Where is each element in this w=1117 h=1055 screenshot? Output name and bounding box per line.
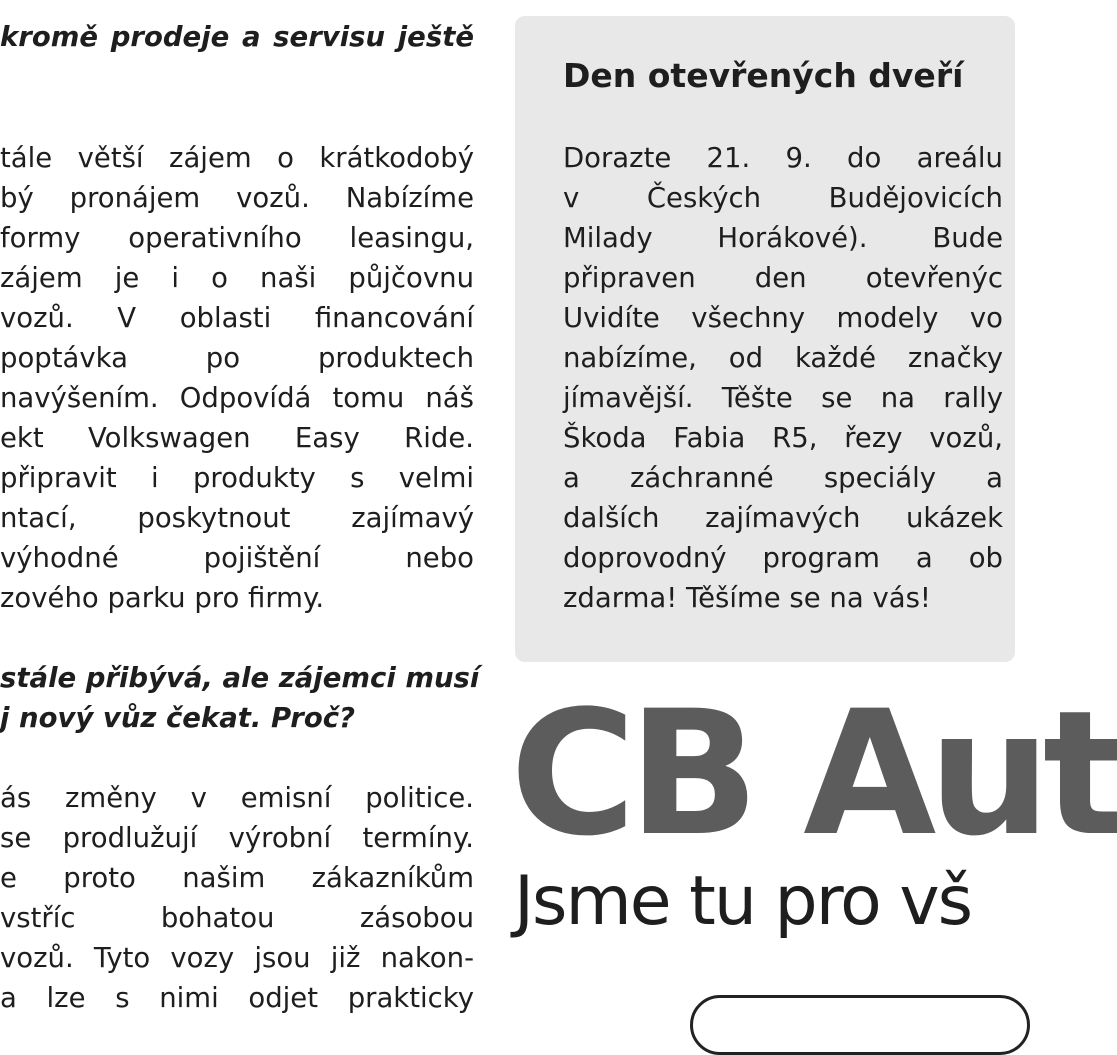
event-text-line: jímavější. Těšte se na rally xyxy=(563,382,1003,414)
event-text-line: doprovodný program a ob xyxy=(563,542,1003,574)
event-text-line: zdarma! Těšíme se na vás! xyxy=(563,582,931,614)
question-heading-1: kromě prodeje a servisu ještě xyxy=(0,21,474,53)
event-text-line: Uvidíte všechny modely vo xyxy=(563,302,1003,334)
article-text-line: zájem je i o naši půjčovnu xyxy=(0,262,474,294)
event-text-line: dalších zajímavých ukázek xyxy=(563,502,1003,534)
article-text-line: formy operativního leasingu, xyxy=(0,222,474,254)
article-text-line: připravit i produkty s velmi xyxy=(0,462,474,494)
article-text-line: ekt Volkswagen Easy Ride. xyxy=(0,422,474,454)
article-text-line: zového parku pro firmy. xyxy=(0,582,325,614)
article-text-line: a lze s nimi odjet prakticky xyxy=(0,982,474,1014)
article-text-line: výhodné pojištění nebo xyxy=(0,542,474,574)
brand-slogan: Jsme tu pro vš xyxy=(514,862,972,941)
article-text-line: vozů. V oblasti financování xyxy=(0,302,474,334)
article-text-line: navýšením. Odpovídá tomu náš xyxy=(0,382,474,414)
question-heading-2: stále přibývá, ale zájemci musí xyxy=(0,662,480,694)
event-text-line: Milady Horákové). Bude xyxy=(563,222,1003,254)
event-text-line: Škoda Fabia R5, řezy vozů, xyxy=(563,422,1003,454)
article-text-line: poptávka po produktech xyxy=(0,342,474,374)
article-text-line: tále větší zájem o krátkodobý xyxy=(0,142,474,174)
article-text-line: bý pronájem vozů. Nabízíme xyxy=(0,182,474,214)
event-text-line: nabízíme, od každé značky xyxy=(563,342,1003,374)
cta-button-outline[interactable] xyxy=(690,995,1030,1055)
event-text-line: v Českých Budějovicích xyxy=(563,182,1003,214)
brand-logo-text: CB Aut xyxy=(510,673,1117,874)
event-text-line: Dorazte 21. 9. do areálu xyxy=(563,142,1003,174)
article-text-line: e proto našim zákazníkům xyxy=(0,862,474,894)
article-text-line: ntací, poskytnout zajímavý xyxy=(0,502,474,534)
question-heading-2-cont: j nový vůz čekat. Proč? xyxy=(0,702,355,734)
article-text-line: vstříc bohatou zásobou xyxy=(0,902,474,934)
event-text-line: připraven den otevřenýc xyxy=(563,262,1003,294)
article-text-line: vozů. Tyto vozy jsou již nakon- xyxy=(0,942,474,974)
article-text-line: ás změny v emisní politice. xyxy=(0,782,474,814)
event-info-box xyxy=(515,16,1015,662)
event-text-line: a záchranné speciály a xyxy=(563,462,1003,494)
event-title: Den otevřených dveří xyxy=(563,56,964,95)
article-text-line: se prodlužují výrobní termíny. xyxy=(0,822,474,854)
